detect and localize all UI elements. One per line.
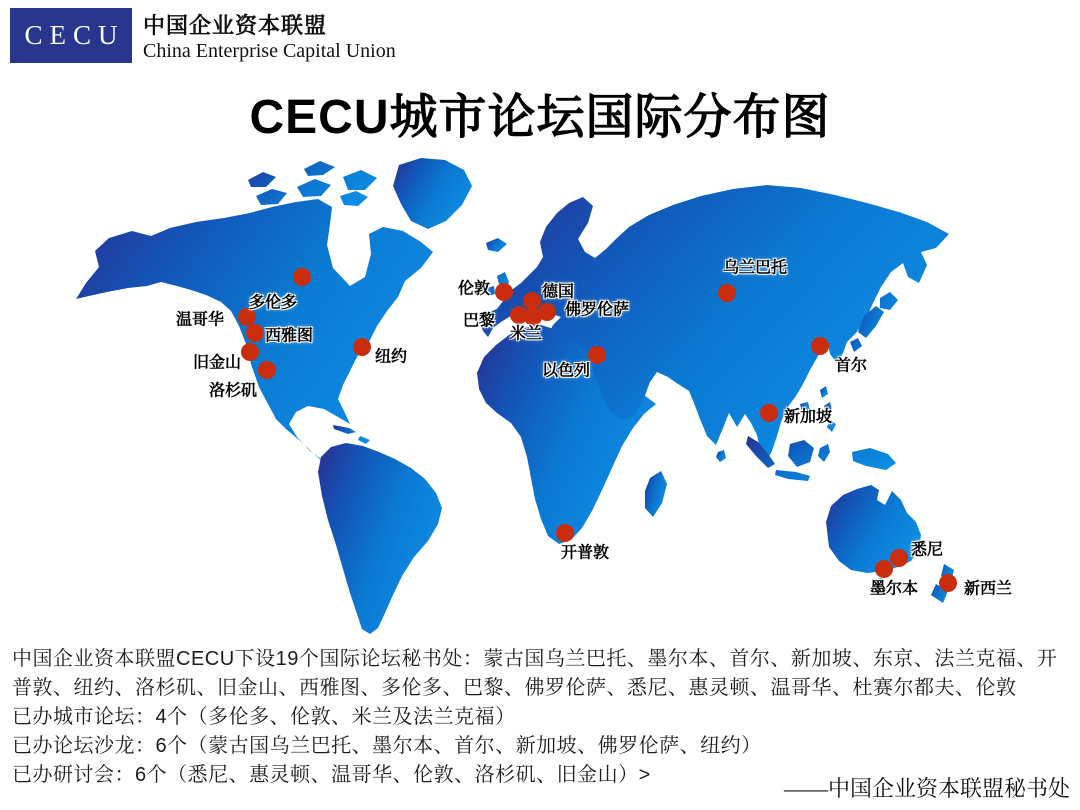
continent-south-america (318, 443, 442, 634)
city-label-israel: 以色列 (541, 362, 591, 380)
city-dot-new-zealand (939, 574, 957, 592)
city-label-san-francisco: 旧金山 (192, 354, 242, 372)
city-dot-new-york (353, 338, 371, 356)
arctic-islands (248, 161, 377, 206)
city-label-florence: 佛罗伦萨 (564, 301, 630, 319)
logo-name-cn: 中国企业资本联盟 (143, 13, 328, 38)
city-label-sydney: 悉尼 (910, 541, 944, 559)
city-dot-los-angeles (258, 361, 276, 379)
attribution: ——中国企业资本联盟秘书处 (783, 776, 1070, 801)
iceland (486, 238, 507, 252)
footer-line-salons: 已办论坛沙龙：6个（蒙古国乌兰巴托、墨尔本、首尔、新加坡、佛罗伦萨、纽约） (12, 735, 762, 757)
city-label-milan: 米兰 (509, 325, 543, 343)
city-label-london: 伦敦 (457, 280, 491, 298)
city-dot-ulaanbaatar (718, 284, 736, 302)
continents (76, 158, 954, 634)
city-dot-toronto (293, 268, 311, 286)
sri-lanka (716, 450, 726, 462)
greenland (393, 158, 472, 229)
city-label-seoul: 首尔 (834, 357, 868, 375)
footer-line-seminars: 已办研讨会：6个（悉尼、惠灵顿、温哥华、伦敦、洛杉矶、旧金山）> (12, 764, 651, 786)
city-label-singapore: 新加坡 (783, 408, 833, 426)
city-dot-seoul (811, 337, 829, 355)
logo-mark: CECU (10, 8, 132, 63)
caribbean-islands (333, 425, 370, 444)
city-label-cape-town: 开普敦 (560, 544, 610, 562)
city-label-ulaanbaatar: 乌兰巴托 (722, 259, 788, 277)
city-dot-san-francisco (241, 343, 259, 361)
footer-line-secretariats: 中国企业资本联盟CECU下设19个国际论坛秘书处：蒙古国乌兰巴托、墨尔本、首尔、新加坡、东京、法兰克福、开普敦、纽约、洛杉矶、旧金山、西雅图、多伦多、巴黎、佛罗伦萨、悉尼、惠灵顿、温哥华、杜赛尔都夫、伦敦 (12, 648, 1058, 699)
city-dot-germany (523, 292, 541, 310)
footer-summary (12, 645, 1070, 790)
taiwan (820, 386, 828, 398)
page-title: CECU城市论坛国际分布图 (249, 91, 831, 144)
city-label-new-york: 纽约 (374, 348, 408, 366)
madagascar (645, 471, 667, 517)
city-label-paris: 巴黎 (462, 312, 496, 330)
city-dot-florence (538, 303, 556, 321)
city-dot-israel (588, 346, 606, 364)
footer-line-city-forums: 已办城市论坛：4个（多伦多、伦敦、米兰及法兰克福） (12, 706, 516, 728)
city-label-los-angeles: 洛杉矶 (208, 382, 258, 400)
city-label-melbourne: 墨尔本 (869, 580, 919, 598)
city-label-new-zealand: 新西兰 (963, 580, 1013, 598)
city-label-germany: 德国 (541, 283, 575, 301)
city-label-vancouver: 温哥华 (175, 311, 225, 329)
city-dot-seattle (246, 324, 264, 342)
city-dot-sydney (890, 549, 908, 567)
city-label-seattle: 西雅图 (264, 327, 314, 345)
city-dot-singapore (760, 404, 778, 422)
city-dot-london (495, 283, 513, 301)
logo-name-en: China Enterprise Capital Union (143, 40, 396, 62)
city-label-toronto: 多伦多 (248, 294, 298, 312)
